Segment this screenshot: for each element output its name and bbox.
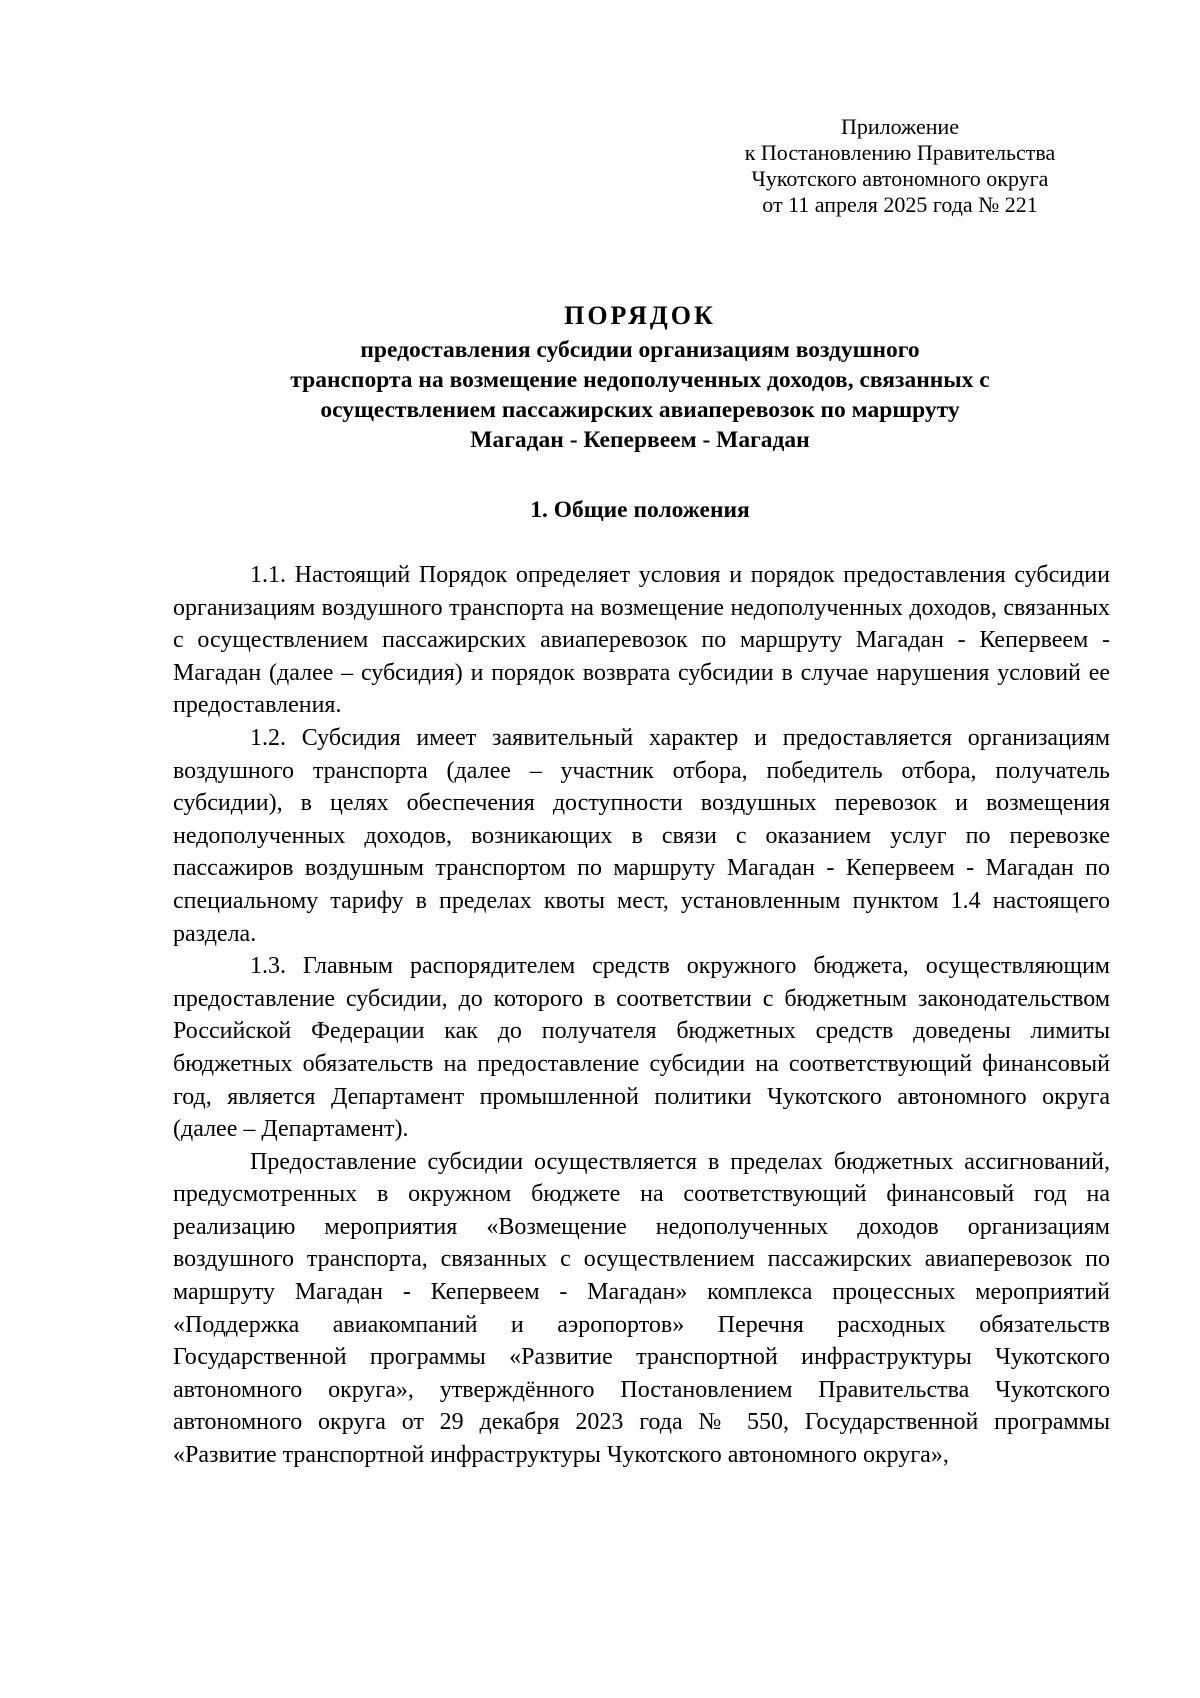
paragraph-1-2: 1.2. Субсидия имеет заявительный характер и предоставляется организациям воздушного транспорта (далее – участник отбора, победитель отбора, получатель субсидии), в целях обеспечения доступности воздушных перевозок и возмещения недополученных доходов, возникающих в связи с оказанием услуг по перевозке пассажиров воздушным транспортом по маршруту Магадан - Кепервеем - Магадан по специальному тарифу в пределах квоты мест, установленным пунктом 1.4 настоящего раздела.: [173, 724, 1110, 947]
subtitle-line: транспорта на возмещение недополученных доходов, связанных с: [290, 367, 990, 393]
subtitle-line: предоставления субсидии организациям воздушного: [360, 337, 920, 363]
section-body: [173, 559, 1110, 1472]
subtitle-line: осуществлением пассажирских авиаперевозок по маршруту: [320, 397, 960, 423]
appendix-line: Приложение: [840, 114, 960, 139]
section-heading: 1. Общие положения: [530, 497, 750, 523]
subtitle-line: Магадан - Кепервеем - Магадан: [470, 427, 810, 453]
paragraph-funding: Предоставление субсидии осуществляется в пределах бюджетных ассигнований, предусмотренных в окружном бюджете на соответствующий финансовый год на реализацию мероприятия «Возмещение недополученных доходов организациям воздушного транспорта, связанных с осуществлением пассажирских авиаперевозок по маршруту Магадан - Кепервеем - Магадан» комплекса процессных мероприятий «Поддержка авиакомпаний и аэропортов» Перечня расходных обязательств Государственной программы «Развитие транспортной инфраструктуры Чукотского автономного округа», утверждённого Постановлением Правительства Чукотского автономного округа от 29 декабря 2023 года № 550, Государственной программы «Развитие транспортной инфраструктуры Чукотского автономного округа»,: [173, 1148, 1110, 1469]
document-title: ПОРЯДОК: [564, 301, 716, 330]
appendix-header: [715, 114, 1085, 218]
appendix-line: Чукотского автономного округа: [751, 166, 1049, 191]
document-subtitle: [170, 335, 1110, 455]
appendix-line: к Постановлению Правительства: [744, 140, 1056, 165]
appendix-line: от 11 апреля 2025 года № 221: [762, 192, 1038, 217]
paragraph-1-3: 1.3. Главным распорядителем средств окружного бюджета, осуществляющим предоставление субсидии, до которого в соответствии с бюджетным законодательством Российской Федерации как до получателя бюджетных средств доведены лимиты бюджетных обязательств на предоставление субсидии на соответствующий финансовый год, является Департамент промышленной политики Чукотского автономного округа (далее – Департамент).: [173, 953, 1110, 1143]
title-block: [170, 299, 1110, 455]
paragraph-1-1: 1.1. Настоящий Порядок определяет условия и порядок предоставления субсидии организациям воздушного транспорта на возмещение недополученных доходов, связанных с осуществлением пассажирских авиаперевозок по маршруту Магадан - Кепервеем - Магадан (далее – субсидия) и порядок возврата субсидии в случае нарушения условий ее предоставления.: [173, 562, 1110, 719]
